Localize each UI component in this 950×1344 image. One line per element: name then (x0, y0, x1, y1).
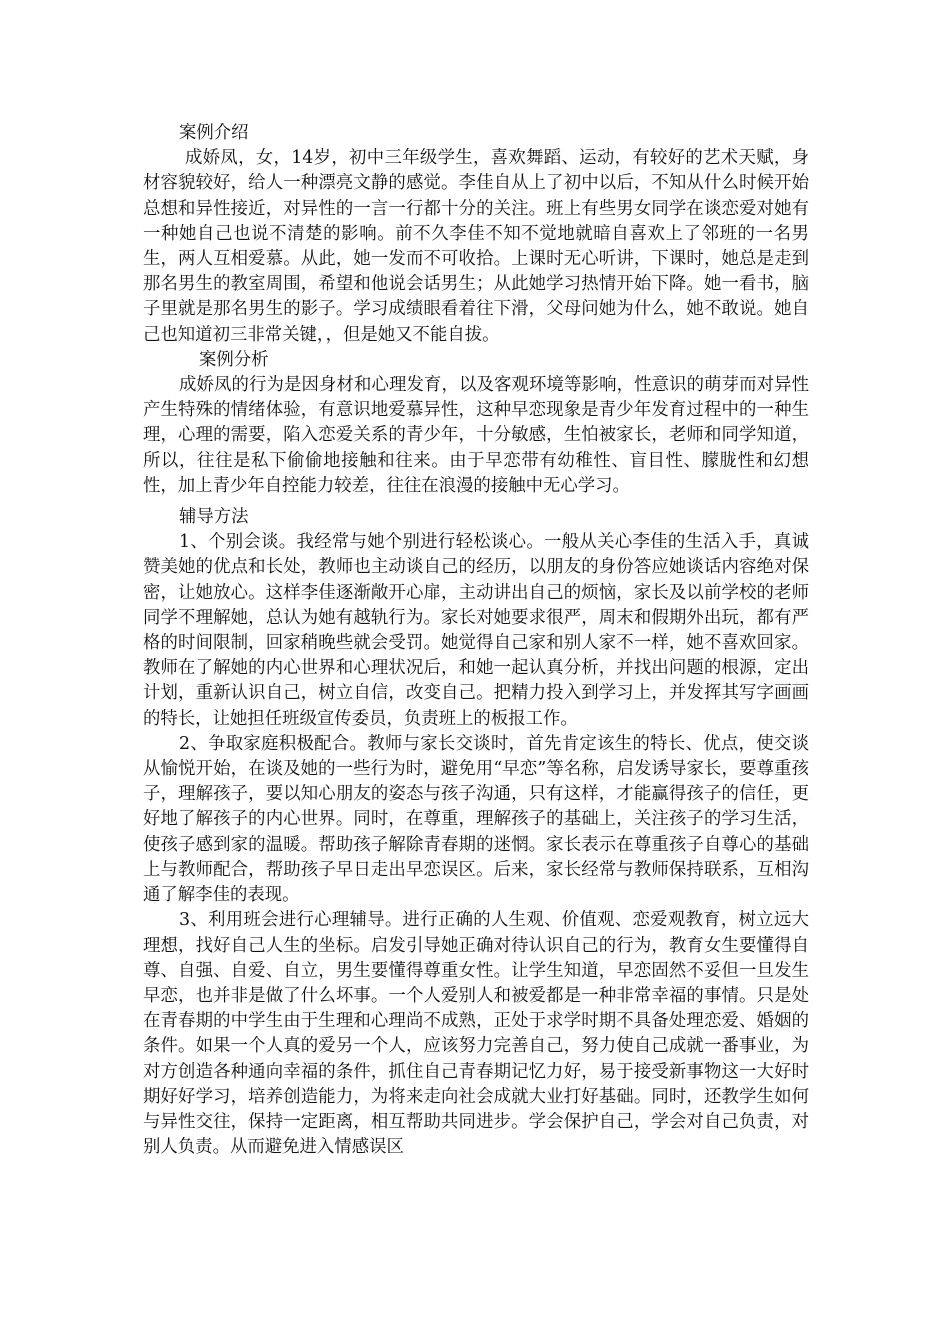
section-heading-case-analysis: 案例分析 (199, 349, 269, 370)
section-heading-case-intro: 案例介绍 (179, 123, 249, 143)
case-intro-paragraph: 成娇凤，女，14岁，初中三年级学生，喜欢舞蹈、运动，有较好的艺术天赋，身材容貌较好，给人一种漂亮文静的感觉。李佳自从上了初中以后，不知从什么时候开始总想和异性接近，对异性的一言一行都十分的关注。班上有些男女同学在谈恋爱对她有一种她自己也说不清楚的影响。前不久李佳不知不觉地就暗自喜欢上了邻班的一名男生，两人互相爱慕。从此，她一发而不可收拾。上课时无心听讲，下课时，她总是走到那名男生的教室周围，希望和他说会话男生；从此她学习热情开始下降。她一看书，脑子里就是那名男生的影子。学习成绩眼看着往下滑，父母问她为什么，她不敢说。她自己也知道初三非常关键，，但是她又不能自拔。 (143, 148, 809, 345)
case-analysis-paragraph: 成娇凤的行为是因身材和心理发育，以及客观环境等影响，性意识的萌芽而对异性产生特殊的情绪体验，有意识地爱慕异性，这种早恋现象是青少年发育过程中的一种生理，心理的需要，陷入恋爱关系的青少年，十分敏感，生怕被家长，老师和同学知道，所以，往往是私下偷偷地接触和往来。由于早恋带有幼稚性、盲目性、朦胧性和幻想性，加上青少年自控能力较差，往往在浪漫的接触中无心学习。 (143, 375, 809, 496)
section-heading-counseling-methods: 辅导方法 (179, 507, 249, 528)
method-paragraph-1: 1、个别会谈。我经常与她个别进行轻松谈心。一般从关心李佳的生活入手，真诚赞美她的优点和长处，教师也主动谈自己的经历，以朋友的身份答应她谈话内容绝对保密，让她放心。这样李佳逐渐敞开心扉，主动讲出自己的烦恼，家长及以前学校的老师同学不理解她，总认为她有越轨行为。家长对她要求很严，周末和假期外出玩，都有严格的时间限制，回家稍晚些就会受罚。她觉得自己家和别人家不一样，她不喜欢回家。教师在了解她的内心世界和心理状况后，和她一起认真分析，并找出问题的根源，定出计划，重新认识自己，树立自信，改变自己。把精力投入到学习上，并发挥其写字画画的特长，让她担任班级宣传委员，负责班上的板报工作。 (143, 532, 809, 729)
document-body (143, 121, 809, 1160)
method-paragraph-2: 2、争取家庭积极配合。教师与家长交谈时，首先肯定该生的特长、优点，使交谈从愉悦开始，在谈及她的一些行为时，避免用“早恋”等名称，启发诱导家长，要尊重孩子，理解孩子，要以知心朋友的姿态与孩子沟通，只有这样，才能赢得孩子的信任，更好地了解孩子的内心世界。同时，在尊重，理解孩子的基础上，关注孩子的学习生活，使孩子感到家的温暖。帮助孩子解除青春期的迷惘。家长表示在尊重孩子自尊心的基础上与教师配合，帮助孩子早日走出早恋误区。后来，家长经常与教师保持联系，互相沟通了解李佳的表现。 (143, 733, 809, 906)
method-paragraph-3: 3、利用班会进行心理辅导。进行正确的人生观、价值观、恋爱观教育，树立远大理想，找好自己人生的坐标。启发引导她正确对待认识自己的行为，教育女生要懂得自尊、自强、自爱、自立，男生要懂得尊重女性。让学生知道，早恋固然不妥但一旦发生早恋，也并非是做了什么坏事。一个人爱别人和被爱都是一种非常幸福的事情。只是处在青春期的中学生由于生理和心理尚不成熟，正处于求学时期不具备处理恋爱、婚姻的条件。如果一个人真的爱另一个人，应该努力完善自己，努力使自己成就一番事业，为对方创造各种通向幸福的条件，抓住自己青春期记忆力好，易于接受新事物这一大好时期好好学习，培养创造能力，为将来走向社会成就大业打好基础。同时，还教学生如何与异性交往，保持一定距离，相互帮助共同进步。学会保护自己，学会对自己负责，对别人负责。从而避免进入情感误区 (143, 910, 809, 1158)
